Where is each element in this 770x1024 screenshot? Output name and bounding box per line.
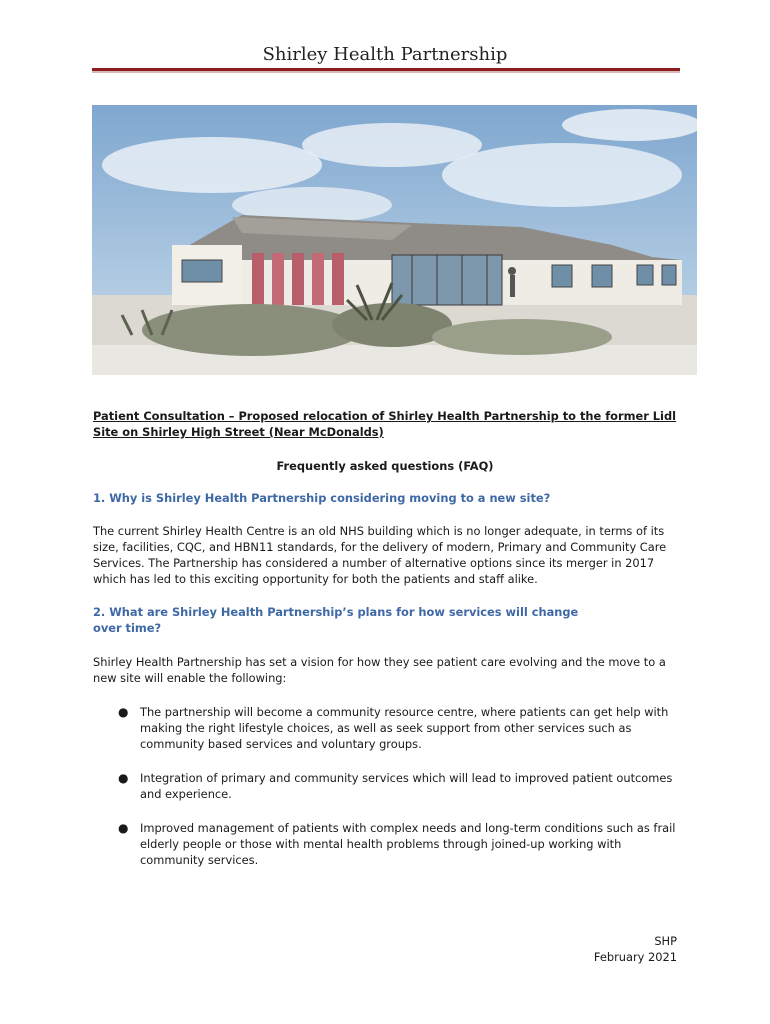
list-item — [118, 820, 678, 868]
faq-answer-1: The current Shirley Health Centre is an old NHS building which is no longer adequate, in terms of its size, facilities, CQC, and HBN11 standards, for the delivery of modern, Primary and Community Care Services. The Partnership has considered a number of alternative options since its merger in 2017 which has led to this exciting opportunity for both the patients and staff alike. — [93, 524, 667, 586]
consultation-title: Patient Consultation – Proposed relocation of Shirley Health Partnership to the former Lidl Site on Shirley High Street (Near McDonalds) — [93, 409, 677, 439]
list-item-text: Improved management of patients with complex needs and long-term conditions such as frail elderly people or those with mental health problems through joined-up working with community services. — [140, 821, 676, 867]
bullet-icon: ● — [118, 705, 129, 719]
document-footer — [594, 933, 677, 965]
document-title: Shirley Health Partnership — [262, 44, 508, 65]
list-item — [118, 704, 678, 752]
list-item-text: The partnership will become a community resource centre, where patients can get help with making the right lifestyle choices, as well as seek support from other services such as community based services and voluntary groups. — [140, 705, 669, 751]
faq-question-2: 2. What are Shirley Health Partnership’s plans for how services will change over time? — [93, 605, 579, 635]
footer-org: SHP — [654, 934, 677, 948]
list-item-text: Integration of primary and community services which will lead to improved patient outcomes and experience. — [140, 771, 673, 801]
bullet-icon: ● — [118, 771, 129, 785]
list-item — [118, 770, 678, 802]
footer-date: February 2021 — [593, 950, 677, 964]
faq-question-1: 1. Why is Shirley Health Partnership considering moving to a new site? — [93, 491, 551, 505]
faq-heading: Frequently asked questions (FAQ) — [276, 459, 494, 473]
header-divider — [92, 68, 680, 71]
faq-answer-2: Shirley Health Partnership has set a vision for how they see patient care evolving and the move to a new site will enable the following: — [93, 655, 666, 685]
bullet-icon: ● — [118, 821, 129, 835]
building-sketch-image — [92, 105, 697, 375]
